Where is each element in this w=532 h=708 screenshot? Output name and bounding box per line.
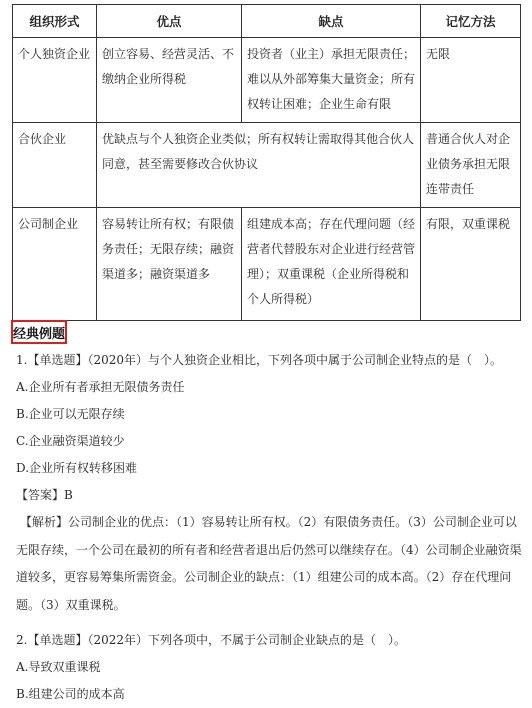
cell-memo: 普通合伙人对企业债务承担无限连带责任 [421, 123, 521, 208]
answer: 【答案】B [16, 488, 73, 502]
header-form: 组织形式 [13, 5, 97, 38]
question-stem: 1.【单选题】（2020年）与个人独资企业相比，下列各项中属于公司制企业特点的是（ ）。 [16, 353, 502, 367]
cell-form: 个人独资企业 [13, 38, 97, 123]
cell-form: 公司制企业 [13, 208, 97, 321]
cell-memo: 有限，双重课税 [421, 208, 521, 321]
cell-pros: 容易转让所有权；有限债务责任；无限存续；融资渠道多；融资渠道多 [97, 208, 242, 321]
table-row [13, 208, 521, 321]
cell-cons: 投资者（业主）承担无限责任；难以从外部筹集大量资金；所有权转让困难；企业生命有限 [242, 38, 421, 123]
question-stem: 2.【单选题】（2022年）下列各项中，不属于公司制企业缺点的是（ ）。 [16, 633, 406, 647]
question-2 [16, 627, 522, 708]
analysis: 【解析】公司制企业的优点：（1）容易转让所有权。（2）有限债务责任。（3）公司制企业可以无限存续，一个公司在最初的所有者和经营者退出后仍然可以继续存在。（4）公司制企业融资渠道较多，更容易筹集所需资金。公司制企业的缺点：（1）组建公司的成本高。（2）存在代理问题。（3）双重课税。 [16, 515, 522, 612]
header-memo: 记忆方法 [421, 5, 521, 38]
header-pros: 优点 [97, 5, 242, 38]
cell-pros: 创立容易、经营灵活、不缴纳企业所得税 [97, 38, 242, 123]
table-row [13, 123, 521, 208]
header-cons: 缺点 [242, 5, 421, 38]
cell-cons: 组建成本高；存在代理问题（经营者代替股东对企业进行经营管理）；双重课税（企业所得税和个人所得税） [242, 208, 421, 321]
option-b: B.组建公司的成本高 [16, 687, 125, 701]
option-d: D.企业所有权转移困难 [16, 461, 138, 475]
option-c: C.企业融资渠道较少 [16, 434, 125, 448]
table-row [13, 38, 521, 123]
option-a: A.企业所有者承担无限债务责任 [16, 380, 185, 394]
organization-forms-table [12, 4, 521, 321]
table-header-row [13, 5, 521, 38]
cell-memo: 无限 [421, 38, 521, 123]
section-title: 经典例题 [11, 320, 67, 344]
option-b: B.企业可以无限存续 [16, 407, 125, 421]
question-1 [16, 347, 522, 619]
cell-form: 合伙企业 [13, 123, 97, 208]
cell-pros-cons: 优缺点与个人独资企业类似；所有权转让需取得其他合伙人同意，甚至需要修改合伙协议 [97, 123, 421, 208]
option-a: A.导致双重课税 [16, 660, 101, 674]
